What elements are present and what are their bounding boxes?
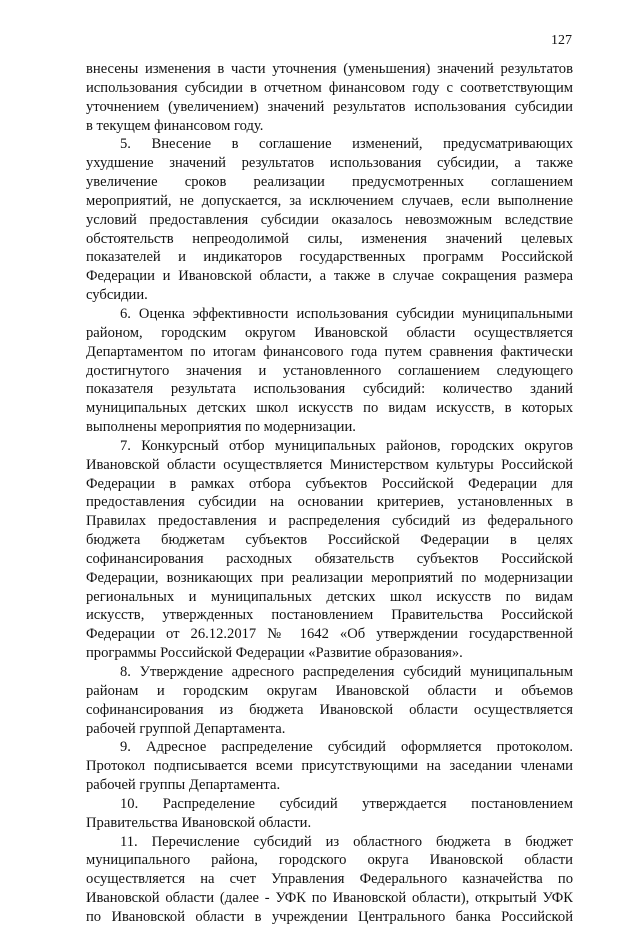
text-line: Федерации и Ивановской области, а также в случае сокращения размера [86,268,573,285]
text-line: ухудшение значений результатов использования субсидии, а также [86,155,573,172]
text-line: искусств, утвержденных постановлением Правительства Российской [86,607,573,624]
text-line: осуществляется на счет Управления Федерального казначейства по [86,871,573,888]
text-line: 6. Оценка эффективности использования субсидии муниципальными [120,305,573,322]
text-line: мероприятий, не допускается, за исключением случаев, если выполнение [86,192,573,209]
text-line: софинансирования из бюджета Ивановской области осуществляется [86,701,573,718]
text-line: Ивановской области (далее - УФК по Ивановской области), открытый УФК [86,890,573,907]
text-line: Федерации, возникающих при реализации мероприятий по модернизации [86,569,573,586]
text-line: Протокол подписывается всеми присутствующими на заседании членами [86,758,573,775]
text-line: 5. Внесение в соглашение изменений, предусматривающих [120,136,573,153]
text-line: муниципального района, городского округа Ивановской области [86,852,573,869]
text-line: Ивановской области осуществляется Министерством культуры Российской [86,456,573,473]
text-line: обстоятельств непреодолимой силы, изменения значений целевых [86,230,573,247]
text-line: использования субсидии в отчетном финансовом году с соответствующим [86,79,573,96]
text-line: достигнутого значения и установленного соглашением следующего [86,362,573,379]
text-line: рабочей группой Департамента. [86,720,286,737]
text-line: по Ивановской области в учреждении Центрального банка Российской [86,908,573,925]
text-line: уточнением (увеличением) значений результатов использования субсидии [86,98,573,115]
text-line: Департаментом по итогам финансового года путем сравнения фактически [86,343,573,360]
text-line: внесены изменения в части уточнения (уменьшения) значений результатов [86,61,573,77]
text-line: районом, городским округом Ивановской области осуществляется [86,324,573,341]
text-line: программы Российской Федерации «Развитие образования». [86,645,463,662]
text-line: предоставления субсидии на основании критериев, установленных в [86,494,573,511]
text-line: региональных и муниципальных детских школ искусств по видам [86,588,573,605]
page-number: 127 [551,33,572,48]
text-line: 9. Адресное распределение субсидий оформляется протоколом. [120,739,573,756]
text-line: Федерации от 26.12.2017 № 1642 «Об утверждении государственной [86,626,573,643]
text-line: Правилах предоставления и распределения субсидий из федерального [86,513,573,530]
text-line: показателей и индикаторов государственных программ Российской [86,249,573,266]
text-line: 10. Распределение субсидий утверждается постановлением [120,795,573,812]
body-text [86,60,573,927]
text-line: 8. Утверждение адресного распределения субсидий муниципальным [120,664,573,680]
text-line: бюджета бюджетам субъектов Российской Федерации в целях [86,532,573,549]
text-line: рабочей группы Департамента. [86,777,281,794]
text-line: Правительства Ивановской области. [86,814,312,831]
text-line: показателя результата использования субсидий: количество зданий [86,381,573,398]
text-line: 7. Конкурсный отбор муниципальных районов, городских округов [120,437,573,454]
text-line: 11. Перечисление субсидий из областного бюджета в бюджет [120,833,573,850]
text-line: субсидии. [86,287,148,304]
text-line: условий предоставления субсидии оказалось невозможным вследствие [86,211,573,228]
text-line: муниципальных детских школ искусств по видам искусств, в которых [86,400,573,417]
text-line: Федерации в рамках отбора субъектов Российской Федерации для [86,475,573,492]
text-line: выполнены мероприятия по модернизации. [86,419,356,436]
text-line: в текущем финансовом году. [86,117,264,134]
text-line: районам и городским округам Ивановской области и объемов [86,682,573,699]
text-line: софинансирования расходных обязательств субъектов Российской [86,550,573,567]
text-line: увеличение сроков реализации предусмотренных соглашением [86,174,573,191]
